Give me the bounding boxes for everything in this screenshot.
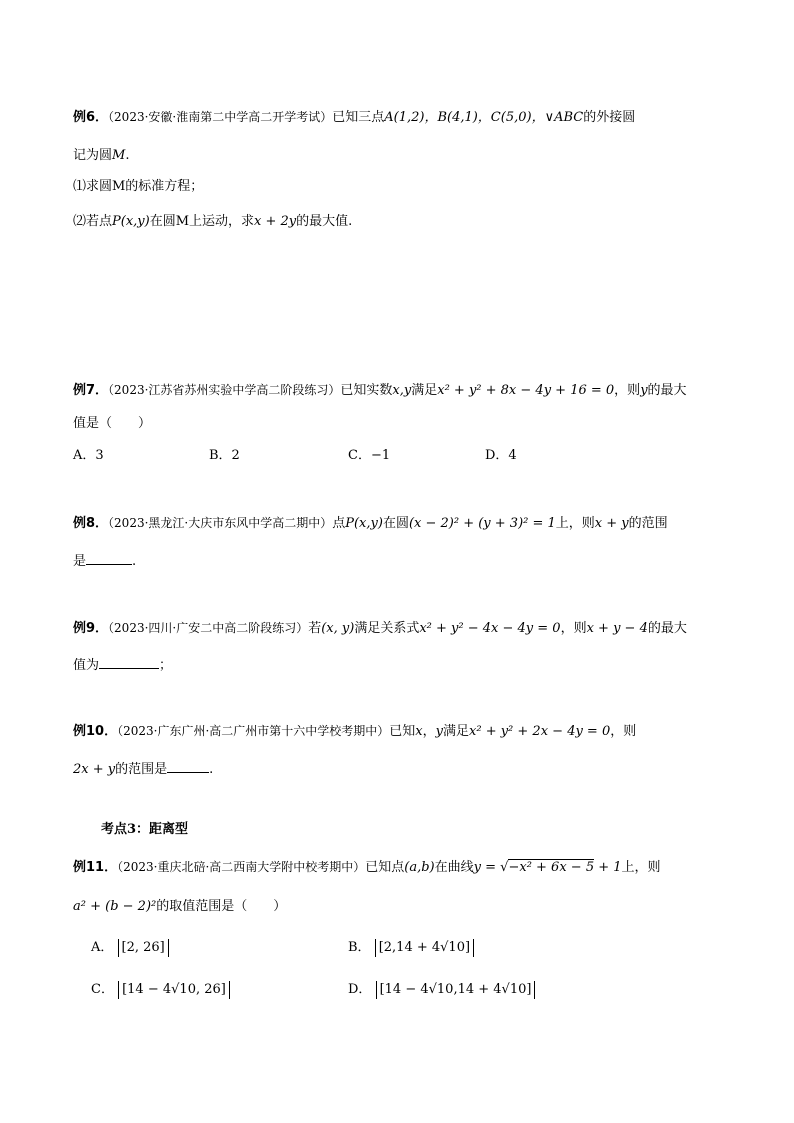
ex9-label: 例9．	[73, 621, 109, 636]
ex6-line2	[73, 146, 129, 166]
ex6-tail: 的外接圆	[583, 110, 636, 125]
ex11-option-b[interactable]	[348, 938, 474, 958]
ex6-q1	[73, 177, 203, 197]
ex10-line2-text: 的范围是	[115, 762, 168, 777]
ex11-stem: 已知点	[365, 860, 405, 875]
ex11-option-d[interactable]	[348, 980, 535, 1000]
ex7-tail: ，则	[614, 383, 641, 398]
ex6-stem: 已知三点	[332, 110, 385, 125]
ex6-circle-name: M	[112, 148, 126, 163]
ex9-equation: x² + y² − 4x − 4y = 0	[419, 621, 561, 636]
ex11-source: （2023·重庆北碚·高二西南大学附中校考期中）	[117, 860, 366, 874]
ex11-line2-expr: a² + (b − 2)²	[73, 899, 157, 914]
ex8-source: （2023·黑龙江·大庆市东风中学高二期中）	[108, 516, 333, 530]
ex10-line2-end: .	[209, 762, 214, 777]
ex7-mid: 满足	[411, 383, 438, 398]
ex10-sep: ，	[422, 724, 436, 739]
ex10-line2-expr: 2x + y	[73, 762, 116, 777]
ex10-tail: ，则	[610, 724, 637, 739]
ex6-q1-text: ⑴求圆M的标准方程；	[73, 179, 204, 194]
ex11-curve-pre: y =	[473, 860, 501, 875]
ex7-line2	[73, 414, 151, 434]
ex6-line2-pre: 记为圆	[73, 148, 113, 163]
ex7-vars: x,y	[392, 383, 412, 398]
ex10-mid: 满足	[443, 724, 470, 739]
ex9-source: （2023·四川·广安二中高二阶段练习）	[108, 621, 309, 635]
ex6-line2-post: .	[125, 148, 130, 163]
ex10-stem: 已知	[389, 724, 416, 739]
ex11-curve-post: + 1	[594, 860, 622, 875]
ex10-var2: y	[435, 724, 443, 739]
ex7-var: y	[640, 383, 648, 398]
ex6-source: （2023·安徽·淮南第二中学高二开学考试）	[108, 110, 333, 124]
ex6-q2-point: P(x,y)	[112, 214, 150, 229]
ex9-line2-end: ；	[159, 658, 173, 673]
ex8-tail2: 的范围	[628, 516, 668, 531]
ex10-line2	[73, 758, 213, 780]
ex11-label: 例11．	[73, 860, 118, 875]
ex10-source: （2023·广东广州·高二广州市第十六中学校考期中）	[117, 724, 390, 738]
ex11-line2-text: 的取值范围是（ ）	[156, 899, 287, 914]
ex7-option-d[interactable]: D．4	[485, 448, 517, 463]
ex6-points: A(1,2)，B(4,1)，C(5,0)，	[384, 110, 545, 125]
option-letter: C．	[91, 982, 114, 997]
ex7-option-c[interactable]: C．−1	[348, 448, 391, 463]
ex9-stem: 若	[308, 621, 322, 636]
ex9-mid: 满足关系式	[354, 621, 420, 636]
ex11-curve-radicand: −x² + 6x − 5	[508, 860, 595, 875]
ex6-q2-post: 的最大值.	[296, 214, 353, 229]
ex9-tail2: 的最大	[647, 621, 687, 636]
ex7-stem: 已知实数	[340, 383, 393, 398]
answer-blank[interactable]	[86, 550, 132, 565]
ex9-expr: x + y − 4	[586, 621, 648, 636]
ex11-sqrt-sign: √	[500, 860, 509, 875]
ex11-tail: 上，则	[621, 860, 661, 875]
ex11-line1	[73, 857, 661, 878]
option-value: [14 − 4√10, 26]	[118, 981, 230, 999]
ex11-point: (a,b)	[404, 860, 435, 875]
ex11-option-c[interactable]	[91, 980, 230, 1000]
ex8-label: 例8．	[73, 516, 109, 531]
ex7-line2-text: 值是（ ）	[73, 416, 152, 431]
ex9-line2	[73, 654, 172, 676]
ex10-line1	[73, 721, 636, 742]
ex7-tail2: 的最大	[647, 383, 687, 398]
option-value: [14 − 4√10,14 + 4√10]	[376, 981, 536, 999]
ex7-source: （2023·江苏省苏州实验中学高二阶段练习）	[108, 383, 341, 397]
option-letter: B．	[348, 940, 371, 955]
ex8-mid: 在圆	[382, 516, 409, 531]
ex11-line2	[73, 897, 286, 917]
ex10-var1: x	[415, 724, 423, 739]
ex6-q2	[73, 212, 352, 232]
option-letter: D．	[348, 982, 372, 997]
answer-blank[interactable]	[167, 758, 209, 773]
ex9-line1	[73, 618, 687, 639]
ex6-label: 例6．	[73, 110, 109, 125]
ex9-vars: (x, y)	[321, 621, 355, 636]
ex7-option-a[interactable]: A．3	[73, 448, 104, 463]
ex6-q2-pre: ⑵若点	[73, 214, 113, 229]
answer-blank[interactable]	[99, 654, 159, 669]
ex6-line1	[73, 107, 635, 128]
ex7-equation: x² + y² + 8x − 4y + 16 = 0	[437, 383, 615, 398]
ex11-option-a[interactable]	[91, 938, 169, 958]
ex8-stem: 点	[332, 516, 346, 531]
ex8-expr: x + y	[594, 516, 629, 531]
option-value: [2, 26]	[118, 939, 169, 957]
ex6-q2-mid: 在圆M上运动，求	[149, 214, 255, 229]
ex11-mid: 在曲线	[434, 860, 474, 875]
ex8-line2	[73, 550, 136, 572]
ex6-triangle: ∨ABC	[544, 110, 584, 125]
ex8-equation: (x − 2)² + (y + 3)² = 1	[408, 516, 556, 531]
ex9-line2-text: 值为	[73, 658, 100, 673]
option-letter: A．	[91, 940, 114, 955]
ex6-q2-expr: x + 2y	[254, 214, 297, 229]
ex7-label: 例7．	[73, 383, 109, 398]
ex10-label: 例10．	[73, 724, 118, 739]
ex8-tail: 上，则	[555, 516, 595, 531]
option-value: [2,14 + 4√10]	[375, 939, 474, 957]
ex7-option-b[interactable]: B．2	[209, 448, 240, 463]
ex8-line2-text: 是	[73, 554, 87, 569]
ex9-tail: ，则	[560, 621, 587, 636]
ex8-line1	[73, 513, 668, 534]
ex8-line2-end: .	[132, 554, 137, 569]
ex8-point: P(x,y)	[345, 516, 383, 531]
ex7-line1	[73, 380, 687, 401]
ex10-equation: x² + y² + 2x − 4y = 0	[469, 724, 611, 739]
section-heading: 考点3：距离型	[101, 822, 189, 837]
